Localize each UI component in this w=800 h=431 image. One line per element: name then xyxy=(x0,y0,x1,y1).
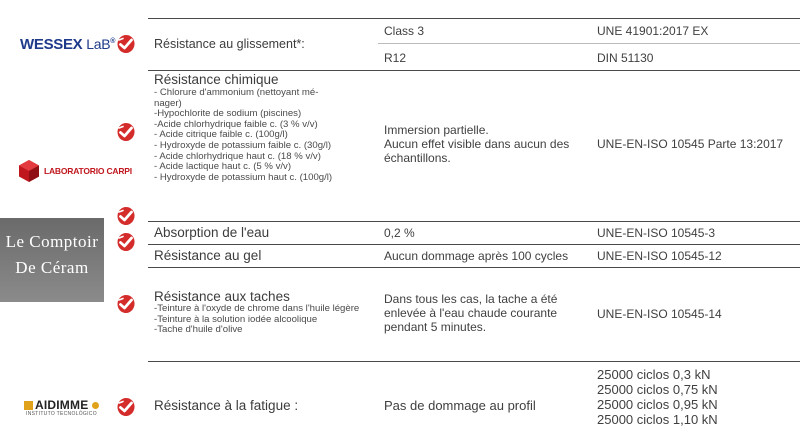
norm-cell: UNE-EN-ISO 10545 Parte 13:2017 xyxy=(597,137,784,151)
norm-cell: UNE 41901:2017 EX xyxy=(597,24,709,38)
row-divider xyxy=(148,244,800,245)
row-divider xyxy=(378,43,800,44)
certification-badge-icon xyxy=(116,122,136,142)
property-title: Résistance au glissement*: xyxy=(154,37,305,51)
property-title: Résistance aux taches xyxy=(154,289,290,304)
property-title: Résistance chimique xyxy=(154,72,279,87)
value-cell: Class 3 xyxy=(384,24,425,38)
le-comptoir-de-ceram-logo: Le Comptoir De Céram xyxy=(0,218,104,302)
cube-icon xyxy=(18,159,40,183)
aidimme-logo: AIDIMME INSTITUTO TECNOLÓGICO xyxy=(24,398,99,417)
norm-cell: UNE-EN-ISO 10545-3 xyxy=(597,226,716,240)
aidimme-mark-icon xyxy=(24,401,33,410)
certification-badge-icon xyxy=(116,232,136,252)
certification-badge-icon xyxy=(116,34,136,54)
property-title: Résistance à la fatigue : xyxy=(154,398,299,413)
value-cell: Pas de dommage au profil xyxy=(384,398,536,413)
row-divider xyxy=(148,361,800,362)
property-details: - Chlorure d'ammonium (nettoyant mé- nager) -Hypochlorite de sodium (piscines) -Acide chlorhydrique faible c. (3 % v/v) - Acide citrique faible c. (100g/l) - Hydroxyde de potassium faible c. (30g/l) - Acide chlorhydrique haut c. (18 % v/v) - Acide lactique haut c. (5 % v/v) - Hydroxyde de potassium haut c. (100g/l) xyxy=(154,87,333,183)
wessex-lab-logo: WESSEX LaB® xyxy=(20,36,127,53)
norm-cell: 25000 ciclos 0,3 kN 25000 ciclos 0,75 kN 25000 ciclos 0,95 kN 25000 ciclos 1,10 kN xyxy=(597,367,718,427)
table-top-rule xyxy=(148,18,800,19)
value-cell: Immersion partielle. Aucun effet visible dans aucun des échantillons. xyxy=(384,123,570,165)
row-divider xyxy=(148,70,800,71)
value-cell: Dans tous les cas, la tache a été enlevée à l'eau chaude courante pendant 5 minutes. xyxy=(384,292,558,334)
property-title: Absorption de l'eau xyxy=(154,225,270,240)
laboratorio-carpi-logo: LABORATORIO CARPI xyxy=(18,159,132,183)
value-cell: R12 xyxy=(384,51,407,65)
row-divider xyxy=(148,221,800,222)
norm-cell: DIN 51130 xyxy=(597,51,654,65)
certification-badge-icon xyxy=(116,397,136,417)
norm-cell: UNE-EN-ISO 10545-12 xyxy=(597,249,722,263)
property-title: Résistance au gel xyxy=(154,248,262,263)
certification-badge-icon xyxy=(116,206,136,226)
property-details: -Teinture à l'oxyde de chrome dans l'huile légère -Teinture à la solution iodée alcoolique -Tache d'huile d'olive xyxy=(154,303,360,336)
value-cell: 0,2 % xyxy=(384,226,415,240)
certification-badge-icon xyxy=(116,294,136,314)
value-cell: Aucun dommage après 100 cycles xyxy=(384,249,569,263)
norm-cell: UNE-EN-ISO 10545-14 xyxy=(597,307,722,321)
row-divider xyxy=(148,267,800,268)
